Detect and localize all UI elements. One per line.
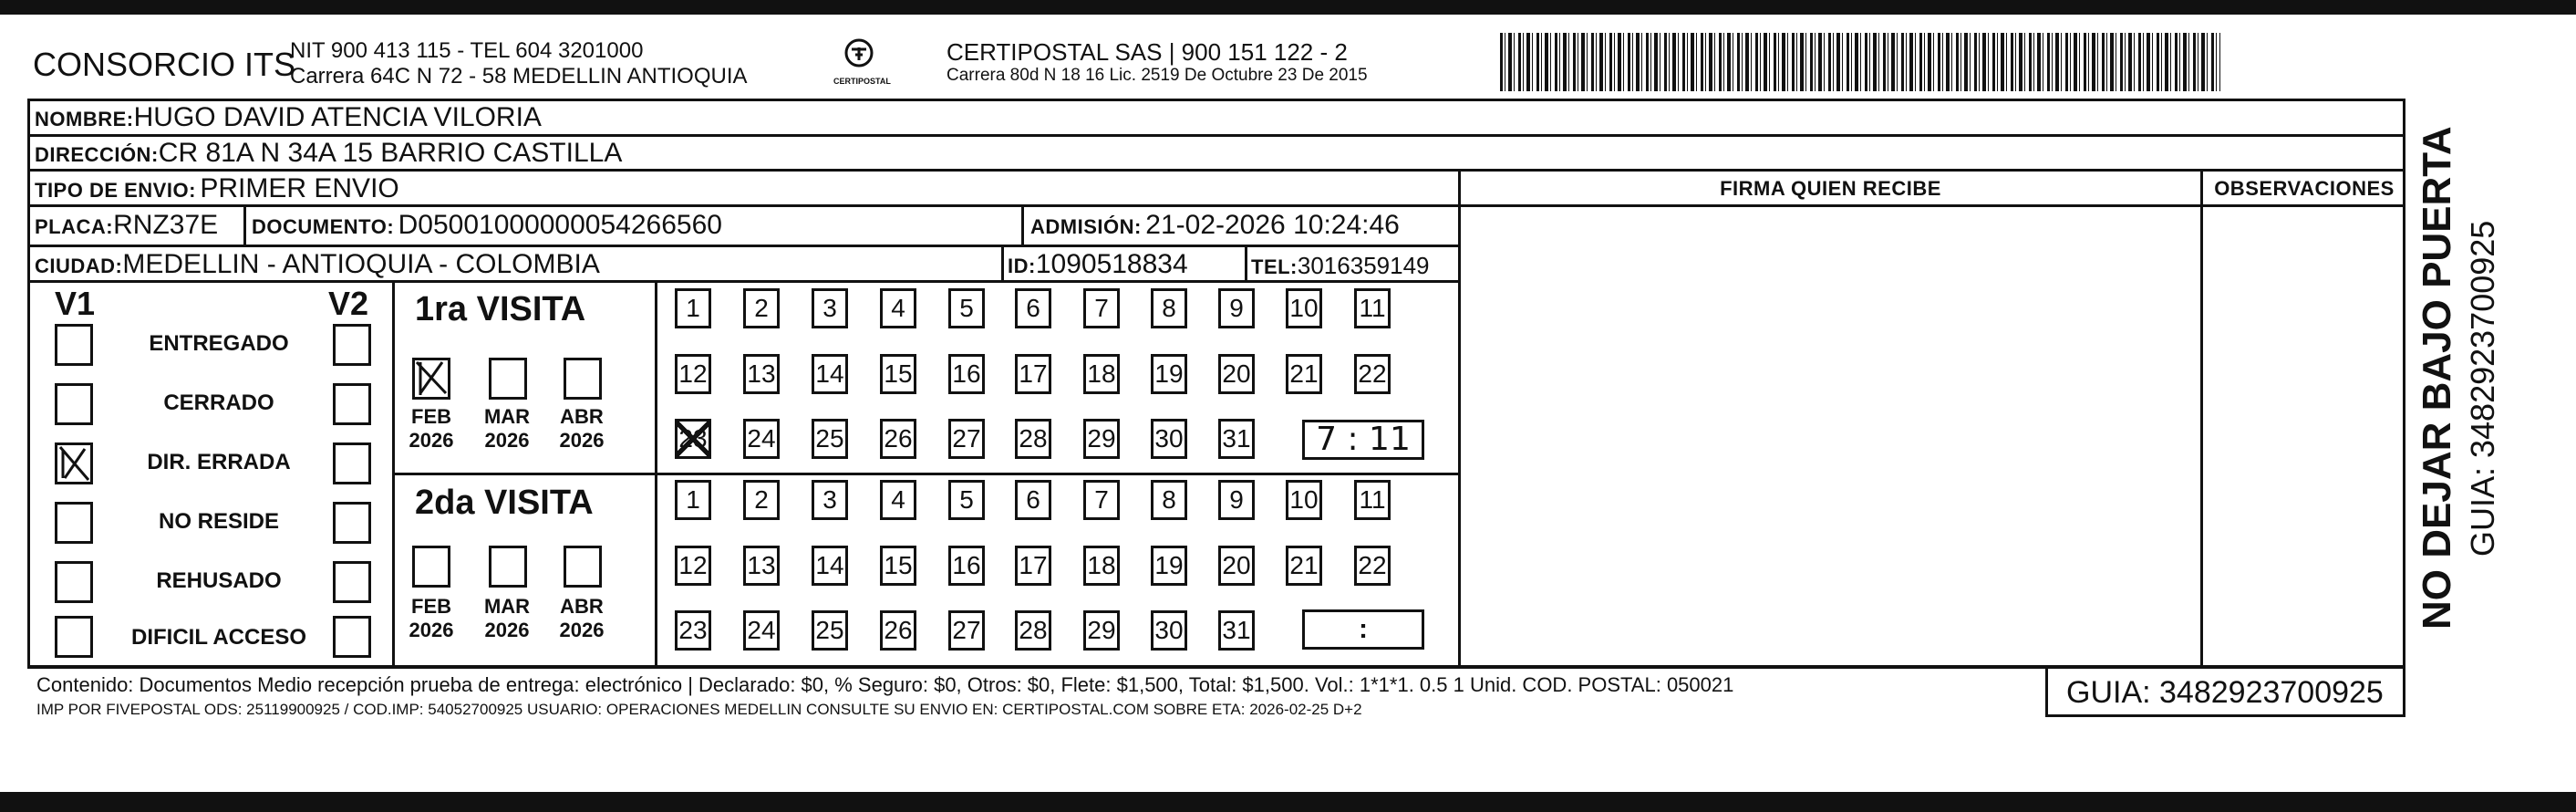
day-box[interactable]: 12 [675,546,711,586]
first-visit-feb-checkbox[interactable] [412,358,450,400]
day-box[interactable]: 13 [743,546,780,586]
year-label: 2026 [559,429,605,452]
documento-value: D05001000000054266560 [398,210,722,240]
barcode [1500,33,2220,91]
day-box[interactable]: 10 [1286,480,1322,520]
month-abr: ABR [560,595,604,618]
logo-text: CERTIPOSTAL [833,77,891,86]
top-border [0,0,2576,15]
day-box[interactable]: 22 [1354,546,1391,586]
day-box[interactable]: 11 [1354,480,1391,520]
day-box[interactable]: 15 [880,546,916,586]
first-visit-mar-checkbox[interactable] [489,358,527,400]
day-box[interactable]: 19 [1151,546,1187,586]
day-box[interactable]: 23 [675,419,711,459]
day-box[interactable]: 29 [1083,610,1120,651]
day-box[interactable]: 27 [948,419,985,459]
day-box[interactable]: 27 [948,610,985,651]
day-box[interactable]: 9 [1218,480,1255,520]
firma-label: FIRMA QUIEN RECIBE [1720,177,1941,200]
day-box[interactable]: 17 [1015,546,1051,586]
company-address: Carrera 64C N 72 - 58 MEDELLIN ANTIOQUIA [290,64,748,88]
day-box[interactable]: 2 [743,288,780,328]
day-box[interactable]: 5 [948,480,985,520]
day-box[interactable]: 18 [1083,546,1120,586]
status-dir-errada: DIR. ERRADA [147,450,291,474]
day-box[interactable]: 21 [1286,546,1322,586]
first-visit-title: 1ra VISITA [415,290,586,328]
month-feb: FEB [411,595,451,618]
handwritten-x-mark-icon [57,445,90,482]
id-label: ID: [1008,255,1036,277]
ciudad-label: CIUDAD: [35,255,123,277]
bottom-border [0,792,2576,812]
v1-dificil-acceso-checkbox[interactable] [55,616,93,658]
v2-no-reside-checkbox[interactable] [333,502,371,544]
footer-print-line: IMP POR FIVEPOSTAL ODS: 25119900925 / COD.IMP: 54052700925 USUARIO: OPERACIONES MEDELLIN CONSULTE SU ENVIO EN: CERTIPOSTAL.COM SOBRE ETA: 2026-02-25 D+2 [36,701,1362,718]
day-box[interactable]: 8 [1151,288,1187,328]
day-box[interactable]: 19 [1151,354,1187,394]
day-box[interactable]: 28 [1015,419,1051,459]
v1-no-reside-checkbox[interactable] [55,502,93,544]
second-visit-time-field[interactable]: : [1302,609,1424,650]
tel-label: TEL: [1251,255,1298,278]
year-label: 2026 [409,429,454,452]
year-label: 2026 [409,619,454,641]
tel-value: 3016359149 [1297,252,1430,279]
day-box[interactable]: 28 [1015,610,1051,651]
day-box[interactable]: 25 [812,610,848,651]
day-box[interactable]: 13 [743,354,780,394]
id-value: 1090518834 [1035,249,1188,279]
day-box[interactable]: 3 [812,288,848,328]
v1-entregado-checkbox[interactable] [55,324,93,366]
day-box[interactable]: 23 [675,610,711,651]
side-guia: GUIA: 3482923700925 [2464,220,2501,557]
month-mar: MAR [483,595,531,618]
footer-guia: GUIA: 3482923700925 [2066,675,2384,710]
second-visit-feb-checkbox[interactable] [412,546,450,588]
direccion-value: CR 81A N 34A 15 BARRIO CASTILLA [158,138,623,168]
observaciones-label: OBSERVACIONES [2214,177,2395,200]
day-box[interactable]: 31 [1218,419,1255,459]
direccion-label: DIRECCIÓN: [35,143,159,166]
day-box[interactable]: 1 [675,480,711,520]
day-box[interactable]: 4 [880,288,916,328]
v1-dir-errada-checkbox[interactable] [55,442,93,484]
day-box[interactable]: 8 [1151,480,1187,520]
day-box[interactable]: 30 [1151,419,1187,459]
v1-cerrado-checkbox[interactable] [55,383,93,425]
day-box[interactable]: 5 [948,288,985,328]
day-box[interactable]: 24 [743,610,780,651]
day-box[interactable]: 10 [1286,288,1322,328]
footer-content-line: Contenido: Documentos Medio recepción prueba de entrega: electrónico | Declarado: $0, % Seguro: $0, Otros: $0, Flete: $1,500, Total: $1,500. Vol.: 1*1*1. 0.5 1 Unid. COD. POSTAL: 050021 [36,673,1734,696]
v2-entregado-checkbox[interactable] [333,324,371,366]
tipo-value: PRIMER ENVIO [200,173,399,203]
no-dejar-bajo-puerta: NO DEJAR BAJO PUERTA [2415,126,2459,630]
day-box[interactable]: 14 [812,354,848,394]
courier-address: Carrera 80d N 18 16 Lic. 2519 De Octubre 23 De 2015 [947,66,1368,85]
day-box[interactable]: 20 [1218,354,1255,394]
v2-dir-errada-checkbox[interactable] [333,442,371,484]
tipo-label: TIPO DE ENVIO: [35,179,196,202]
v2-cerrado-checkbox[interactable] [333,383,371,425]
first-visit-abr-checkbox[interactable] [564,358,602,400]
day-box[interactable]: 16 [948,546,985,586]
day-box[interactable]: 2 [743,480,780,520]
nombre-value: HUGO DAVID ATENCIA VILORIA [133,102,542,132]
v1-label: V1 [55,285,96,322]
day-box[interactable]: 6 [1015,480,1051,520]
v2-dificil-acceso-checkbox[interactable] [333,616,371,658]
handwritten-x-mark-icon [415,360,448,397]
admision-label: ADMISIÓN: [1030,215,1142,238]
month-mar: MAR [483,405,531,428]
status-entregado: ENTREGADO [149,331,289,356]
day-box[interactable]: 7 [1083,288,1120,328]
status-cerrado: CERRADO [163,390,274,415]
ciudad-value: MEDELLIN - ANTIOQUIA - COLOMBIA [122,249,600,279]
v2-label: V2 [328,285,369,322]
day-box[interactable]: 17 [1015,354,1051,394]
documento-label: DOCUMENTO: [252,215,395,238]
courier-name: CERTIPOSTAL SAS | 900 151 122 - 2 [947,38,1348,66]
v2-rehusado-checkbox[interactable] [333,561,371,603]
year-label: 2026 [484,619,530,641]
day-box[interactable]: 1 [675,288,711,328]
company-nit: NIT 900 413 115 - TEL 604 3201000 [290,38,644,63]
day-box[interactable]: 16 [948,354,985,394]
placa-value: RNZ37E [113,210,219,240]
day-box[interactable]: 22 [1354,354,1391,394]
nombre-label: NOMBRE: [35,108,134,130]
month-feb: FEB [411,405,451,428]
status-rehusado: REHUSADO [156,568,282,593]
day-box[interactable]: 30 [1151,610,1187,651]
day-box[interactable]: 26 [880,610,916,651]
day-box[interactable]: 29 [1083,419,1120,459]
status-dificil-acceso: DIFICIL ACCESO [130,625,306,650]
day-box[interactable]: 11 [1354,288,1391,328]
v1-rehusado-checkbox[interactable] [55,561,93,603]
day-box[interactable]: 31 [1218,610,1255,651]
day-box[interactable]: 6 [1015,288,1051,328]
placa-label: PLACA: [35,215,114,238]
admision-value: 21-02-2026 10:24:46 [1145,210,1400,240]
year-label: 2026 [559,619,605,641]
status-no-reside: NO RESIDE [158,509,280,534]
day-box[interactable]: 12 [675,354,711,394]
day-box[interactable]: 24 [743,419,780,459]
second-visit-abr-checkbox[interactable] [564,546,602,588]
day-box[interactable]: 9 [1218,288,1255,328]
company-name: CONSORCIO ITS [33,46,296,83]
day-box[interactable]: 4 [880,480,916,520]
first-visit-time-field[interactable]: 7 : 11 [1302,420,1424,460]
day-box[interactable]: 7 [1083,480,1120,520]
day-box[interactable]: 18 [1083,354,1120,394]
year-label: 2026 [484,429,530,452]
day-box[interactable]: 3 [812,480,848,520]
second-visit-mar-checkbox[interactable] [489,546,527,588]
day-box[interactable]: 21 [1286,354,1322,394]
day-box[interactable]: 20 [1218,546,1255,586]
day-box[interactable]: 26 [880,419,916,459]
day-box[interactable]: 15 [880,354,916,394]
day-box[interactable]: 25 [812,419,848,459]
second-visit-title: 2da VISITA [415,484,594,522]
certipostal-logo [839,36,879,77]
day-box[interactable]: 14 [812,546,848,586]
month-abr: ABR [560,405,604,428]
